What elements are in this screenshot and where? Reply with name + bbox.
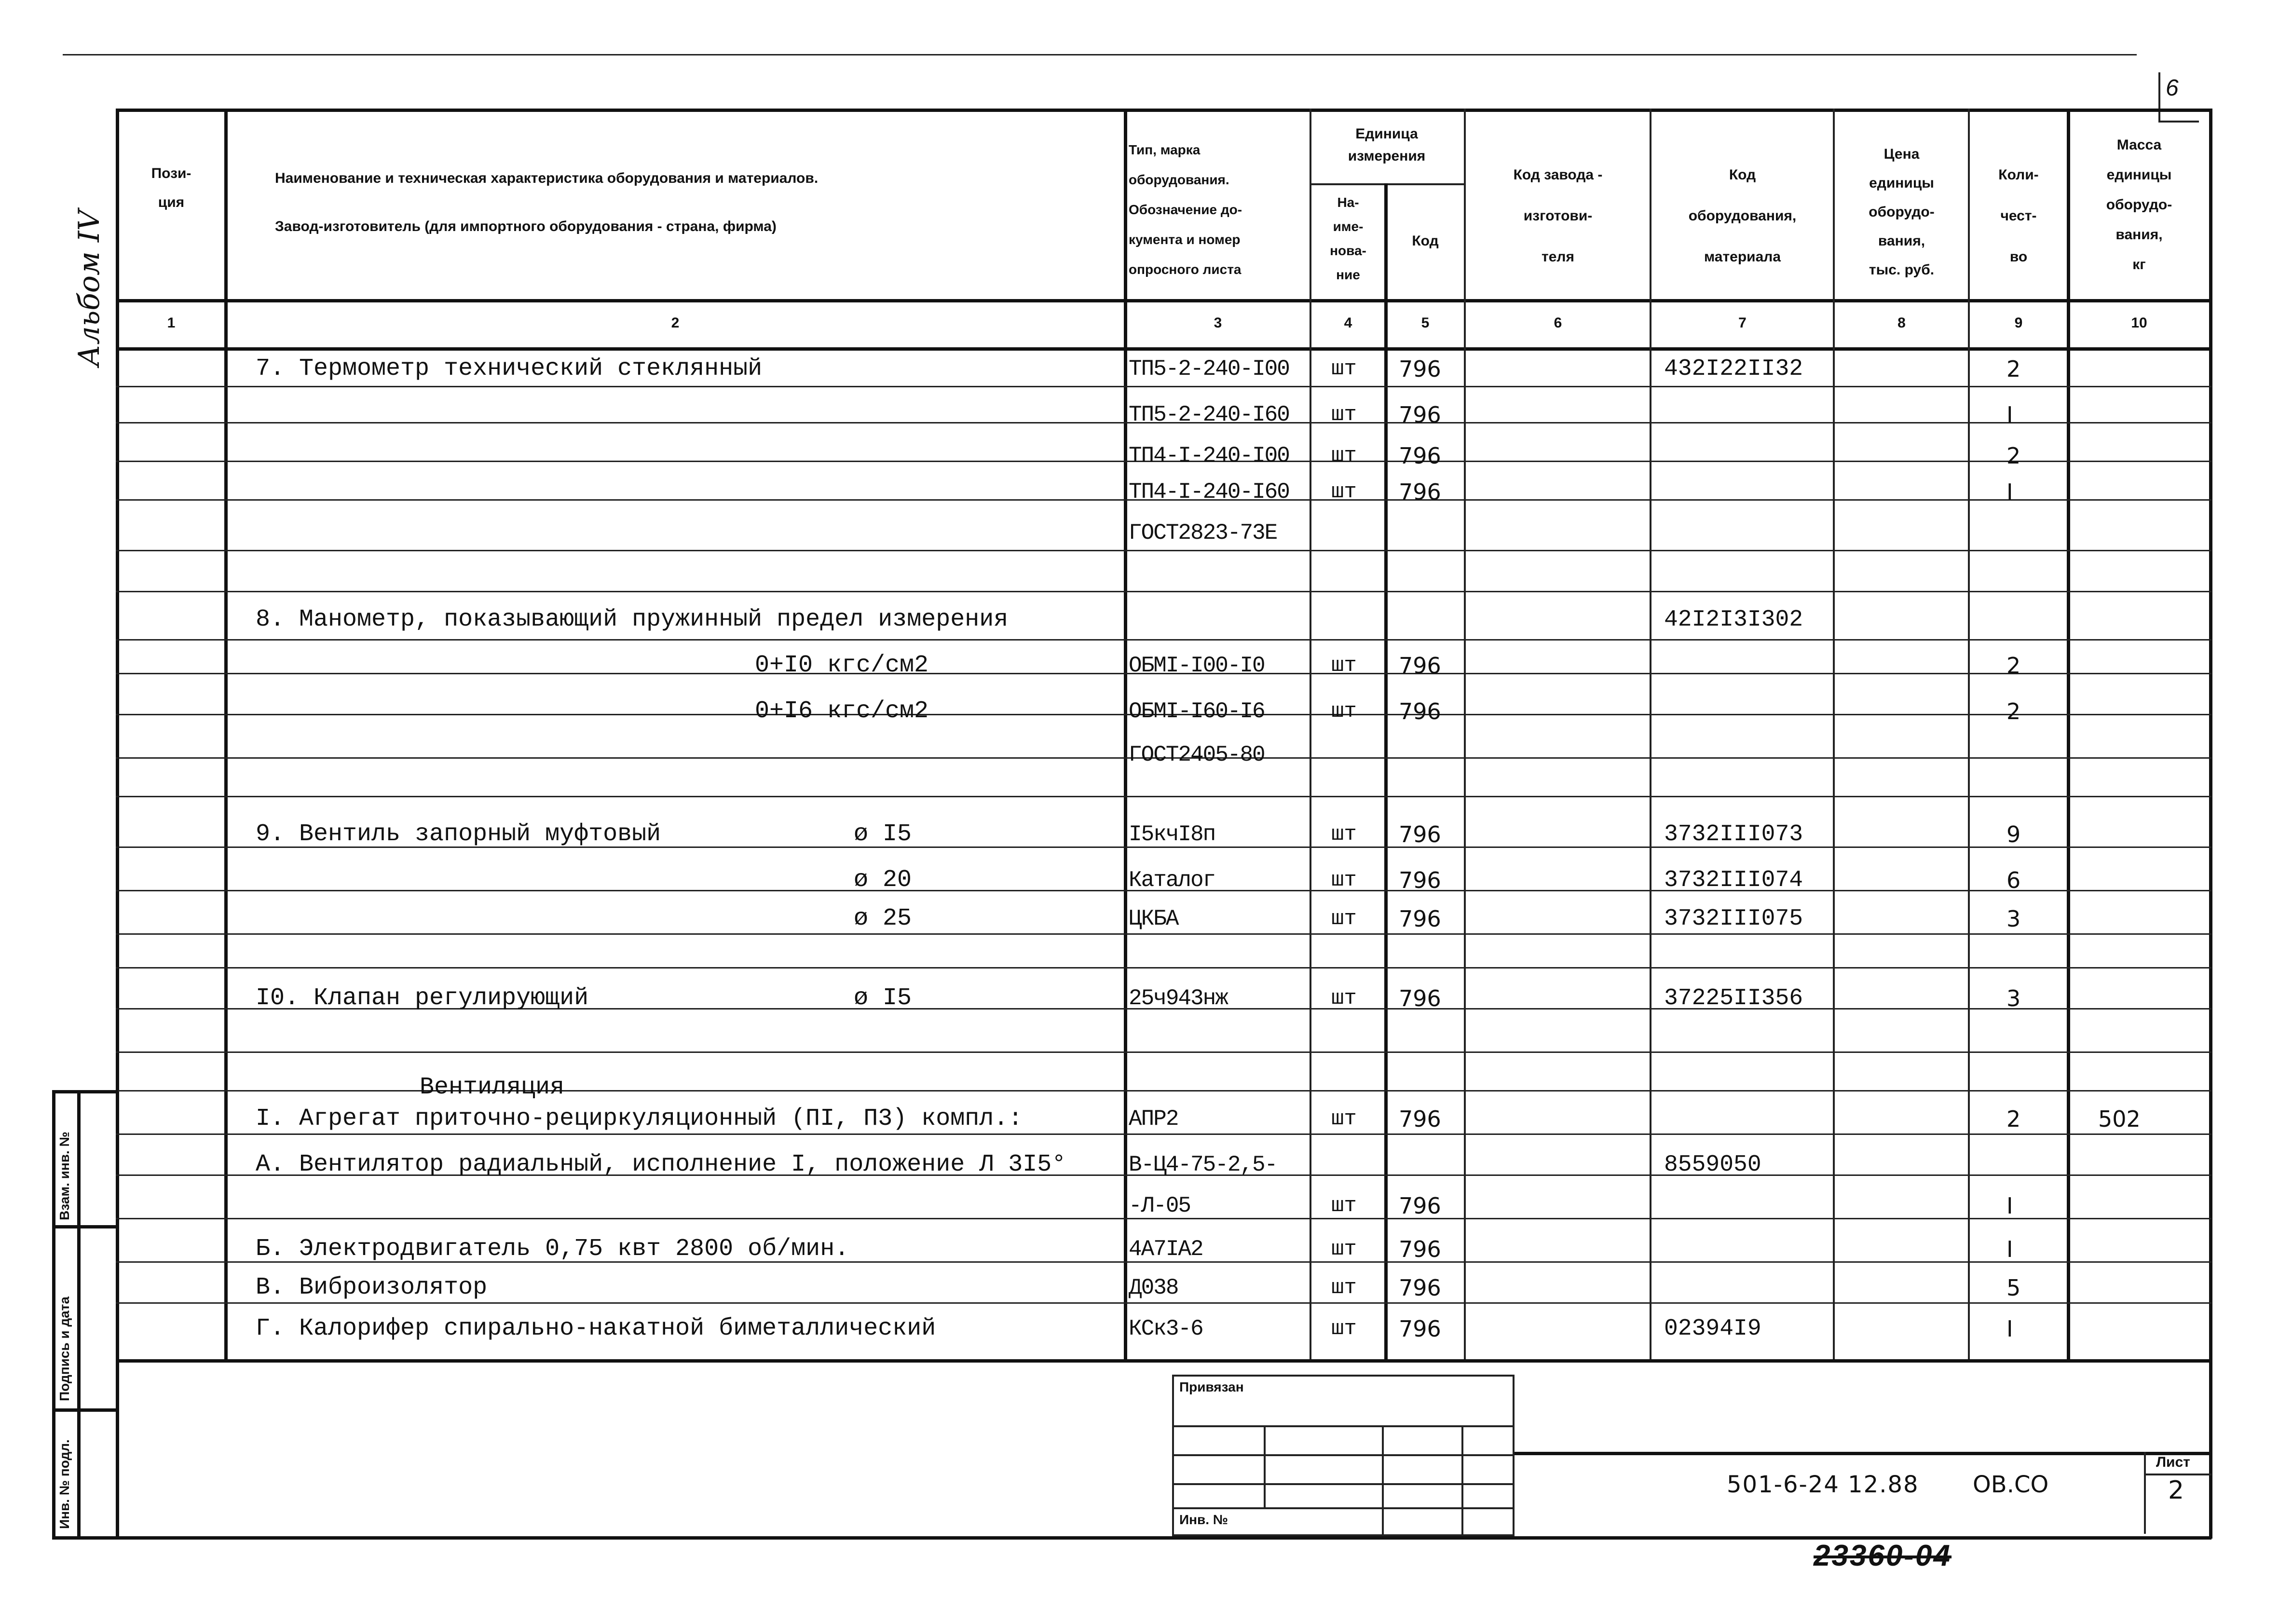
col-number-3: 3: [1214, 315, 1222, 331]
row-separator: [116, 796, 2211, 797]
item-quantity: 2: [2006, 698, 2021, 724]
item-quantity: I: [2006, 479, 2013, 505]
row-separator: [116, 1133, 2211, 1135]
item-unit-code: 796: [1399, 1106, 1441, 1132]
item-name: Г. Калорифер спирально-накатной биметаллический: [256, 1315, 936, 1342]
item-unit: шт: [1331, 907, 1357, 931]
item-type: ЦКБА: [1129, 906, 1178, 931]
item-name: 8. Манометр, показывающий пружинный предел измерения: [256, 606, 1009, 633]
header-numbers-line: [116, 347, 2211, 351]
item-mass: 502: [2098, 1106, 2141, 1132]
side-strip-top: [52, 1090, 118, 1093]
item-type: ГОСТ2823-73Е: [1129, 520, 1277, 546]
row-separator: [116, 967, 2211, 969]
item-unit: шт: [1331, 1194, 1357, 1218]
col-number-1: 1: [167, 315, 176, 331]
item-quantity: 2: [2006, 443, 2021, 469]
side-strip-div2: [52, 1408, 118, 1412]
item-name: А. Вентилятор радиальный, исполнение I, положение Л 3I5°: [256, 1151, 1066, 1178]
doc-mark: ОВ.СО: [1973, 1471, 2049, 1498]
side-label-vzam: Взам. инв. №: [57, 1132, 72, 1220]
row-separator: [116, 933, 2211, 935]
album-label: Альбом IV: [72, 210, 106, 367]
item-quantity: 3: [2006, 985, 2021, 1011]
item-unit-code: 796: [1399, 1275, 1441, 1301]
item-quantity: 9: [2006, 821, 2021, 847]
header-unit-name: На- име- нова- ние: [1330, 195, 1366, 282]
item-quantity: 2: [2006, 356, 2021, 382]
item-quantity: I: [2006, 1236, 2013, 1262]
sheet-box-line: [2144, 1474, 2211, 1475]
item-name: Б. Электродвигатель 0,75 квт 2800 об/мин.: [256, 1235, 849, 1263]
item-name: 0+I6 кгс/см2: [755, 697, 929, 725]
top-rule: [63, 54, 2137, 55]
item-name: 7. Термометр технический стеклянный: [256, 355, 763, 382]
item-type: ТП5-2-240-I60: [1129, 402, 1289, 427]
title-block-top: [1515, 1452, 2211, 1455]
header-unit-code: Код: [1412, 233, 1439, 249]
item-unit-code: 796: [1399, 906, 1441, 932]
item-type: 4А7IА2: [1129, 1237, 1203, 1262]
item-name: В. Виброизолятор: [256, 1274, 488, 1301]
header-name: Наименование и техническая характеристика оборудования и материалов. Завод-изготовитель (для импортного оборудования - страна, фирма): [275, 170, 819, 234]
item-type: Каталог: [1129, 868, 1215, 893]
item-equipment-code: 02394I9: [1664, 1316, 1761, 1342]
item-quantity: I: [2006, 402, 2013, 428]
item-unit-code: 796: [1399, 821, 1441, 847]
item-name: Вентиляция: [420, 1074, 565, 1101]
frame-top: [116, 109, 2211, 112]
item-diameter: ø I5: [854, 984, 912, 1012]
item-quantity: 5: [2006, 1275, 2021, 1301]
stamp-vline-3: [1461, 1425, 1463, 1536]
item-type: ТП4-I-240-I60: [1129, 479, 1289, 505]
side-strip-mid: [77, 1090, 81, 1539]
item-unit-code: 796: [1399, 867, 1441, 893]
item-type: 25ч943нж: [1129, 986, 1228, 1011]
header-unit-group: Единица измерения: [1348, 126, 1426, 164]
row-separator: [116, 1302, 2211, 1304]
item-type: Д038: [1129, 1275, 1178, 1300]
sheet-number: 2: [2168, 1476, 2184, 1505]
item-unit: шт: [1331, 480, 1357, 504]
item-unit-code: 796: [1399, 1193, 1441, 1219]
item-type: КСк3-6: [1129, 1316, 1203, 1341]
item-unit-code: 796: [1399, 1236, 1441, 1262]
header-plant-code: Код завода - изготови- теля: [1513, 167, 1603, 265]
item-diameter: ø I5: [854, 820, 912, 848]
row-separator: [116, 639, 2211, 641]
item-unit: шт: [1331, 1276, 1357, 1300]
header-mass: Масса единицы оборудо- вания, кг: [2106, 137, 2172, 273]
header-type: Тип, марка оборудования. Обозначение до- кумента и номер опросного листа: [1129, 142, 1242, 277]
col-number-4: 4: [1344, 315, 1352, 331]
header-position: Пози- ция: [151, 165, 191, 210]
row-separator: [116, 550, 2211, 551]
col-number-5: 5: [1421, 315, 1430, 331]
item-unit: шт: [1331, 1107, 1357, 1131]
item-name: I0. Клапан регулирующий: [256, 984, 589, 1012]
col-line-4: [1384, 183, 1388, 1363]
item-type: ГОСТ2405-80: [1129, 742, 1265, 767]
page-number-box: [2158, 72, 2199, 123]
col-number-2: 2: [671, 315, 680, 331]
item-unit: шт: [1331, 444, 1357, 468]
item-name: 9. Вентиль запорный муфтовый: [256, 820, 661, 848]
doc-code: 501-6-24 12.88: [1727, 1471, 1919, 1498]
bottom-number: 23360-04: [1814, 1539, 1952, 1572]
item-diameter: ø 25: [854, 905, 912, 932]
col-number-7: 7: [1738, 315, 1747, 331]
item-unit-code: 796: [1399, 653, 1441, 679]
item-quantity: 2: [2006, 653, 2021, 679]
side-label-podpis: Подпись и дата: [57, 1296, 72, 1401]
item-unit: шт: [1331, 654, 1357, 678]
stamp-vline-2: [1382, 1425, 1384, 1536]
item-quantity: 3: [2006, 906, 2021, 932]
item-unit-code: 796: [1399, 698, 1441, 724]
item-quantity: I: [2006, 1316, 2013, 1342]
row-separator: [116, 386, 2211, 387]
item-quantity: 2: [2006, 1106, 2021, 1132]
col-number-6: 6: [1554, 315, 1562, 331]
sheet-label: Лист: [2156, 1454, 2190, 1470]
item-equipment-code: 42I2I3I302: [1664, 607, 1803, 633]
frame-right: [2209, 109, 2212, 1539]
item-unit: шт: [1331, 1317, 1357, 1341]
row-separator: [116, 591, 2211, 592]
item-quantity: 6: [2006, 867, 2021, 893]
header-bottom-line: [116, 299, 2211, 302]
item-unit-code: 796: [1399, 443, 1441, 469]
item-name: I. Агрегат приточно-рециркуляционный (ПI, П3) компл.:: [256, 1105, 1023, 1133]
side-strip-left: [52, 1090, 55, 1539]
item-unit: шт: [1331, 868, 1357, 892]
stamp-privyazan-label: Привязан: [1179, 1379, 1244, 1394]
frame-left: [116, 109, 119, 1539]
item-type: -Л-05: [1129, 1193, 1191, 1218]
item-name: 0+I0 кгс/см2: [755, 652, 929, 679]
side-strip-bottom: [52, 1536, 118, 1540]
item-equipment-code: 3732III074: [1664, 867, 1803, 893]
col-number-10: 10: [2131, 315, 2147, 331]
item-unit: шт: [1331, 699, 1357, 723]
item-equipment-code: 8559050: [1664, 1152, 1761, 1178]
table-bottom-line: [116, 1359, 2211, 1363]
item-unit: шт: [1331, 1237, 1357, 1261]
stamp-vline-1: [1264, 1425, 1266, 1507]
item-unit: шт: [1331, 822, 1357, 846]
item-unit-code: 796: [1399, 402, 1441, 428]
item-unit: шт: [1331, 986, 1357, 1010]
stamp-inv-label: Инв. №: [1179, 1512, 1228, 1527]
item-quantity: I: [2006, 1193, 2013, 1219]
col-number-8: 8: [1897, 315, 1906, 331]
page-number: 6: [2166, 75, 2179, 101]
item-type: АПР2: [1129, 1106, 1178, 1132]
item-equipment-code: 37225II356: [1664, 985, 1803, 1011]
row-separator: [116, 1051, 2211, 1053]
side-label-inv-podl: Инв. № подл.: [57, 1439, 72, 1529]
item-unit-code: 796: [1399, 356, 1441, 382]
header-price: Цена единицы оборудо- вания, тыс. руб.: [1869, 146, 1935, 278]
item-type: ОБМI-I60-I6: [1129, 699, 1265, 724]
item-type: ТП4-I-240-I00: [1129, 443, 1289, 468]
item-equipment-code: 432I22II32: [1664, 356, 1803, 382]
item-diameter: ø 20: [854, 866, 912, 894]
header-equipment-code: Код оборудования, материала: [1688, 167, 1797, 265]
item-unit-code: 796: [1399, 479, 1441, 505]
col-number-9: 9: [2014, 315, 2023, 331]
item-type: ТП5-2-240-I00: [1129, 356, 1289, 382]
item-equipment-code: 3732III075: [1664, 906, 1803, 932]
item-unit: шт: [1331, 403, 1357, 427]
item-unit-code: 796: [1399, 1316, 1441, 1342]
item-type: ОБМI-I00-I0: [1129, 653, 1265, 678]
item-unit-code: 796: [1399, 985, 1441, 1011]
item-unit: шт: [1331, 357, 1357, 381]
header-quantity: Коли- чест- во: [1998, 167, 2039, 265]
item-equipment-code: 3732III073: [1664, 821, 1803, 847]
item-type: В-Ц4-75-2,5-: [1129, 1152, 1277, 1177]
item-type: I5кчI8п: [1129, 822, 1215, 847]
side-strip-div1: [52, 1225, 118, 1228]
